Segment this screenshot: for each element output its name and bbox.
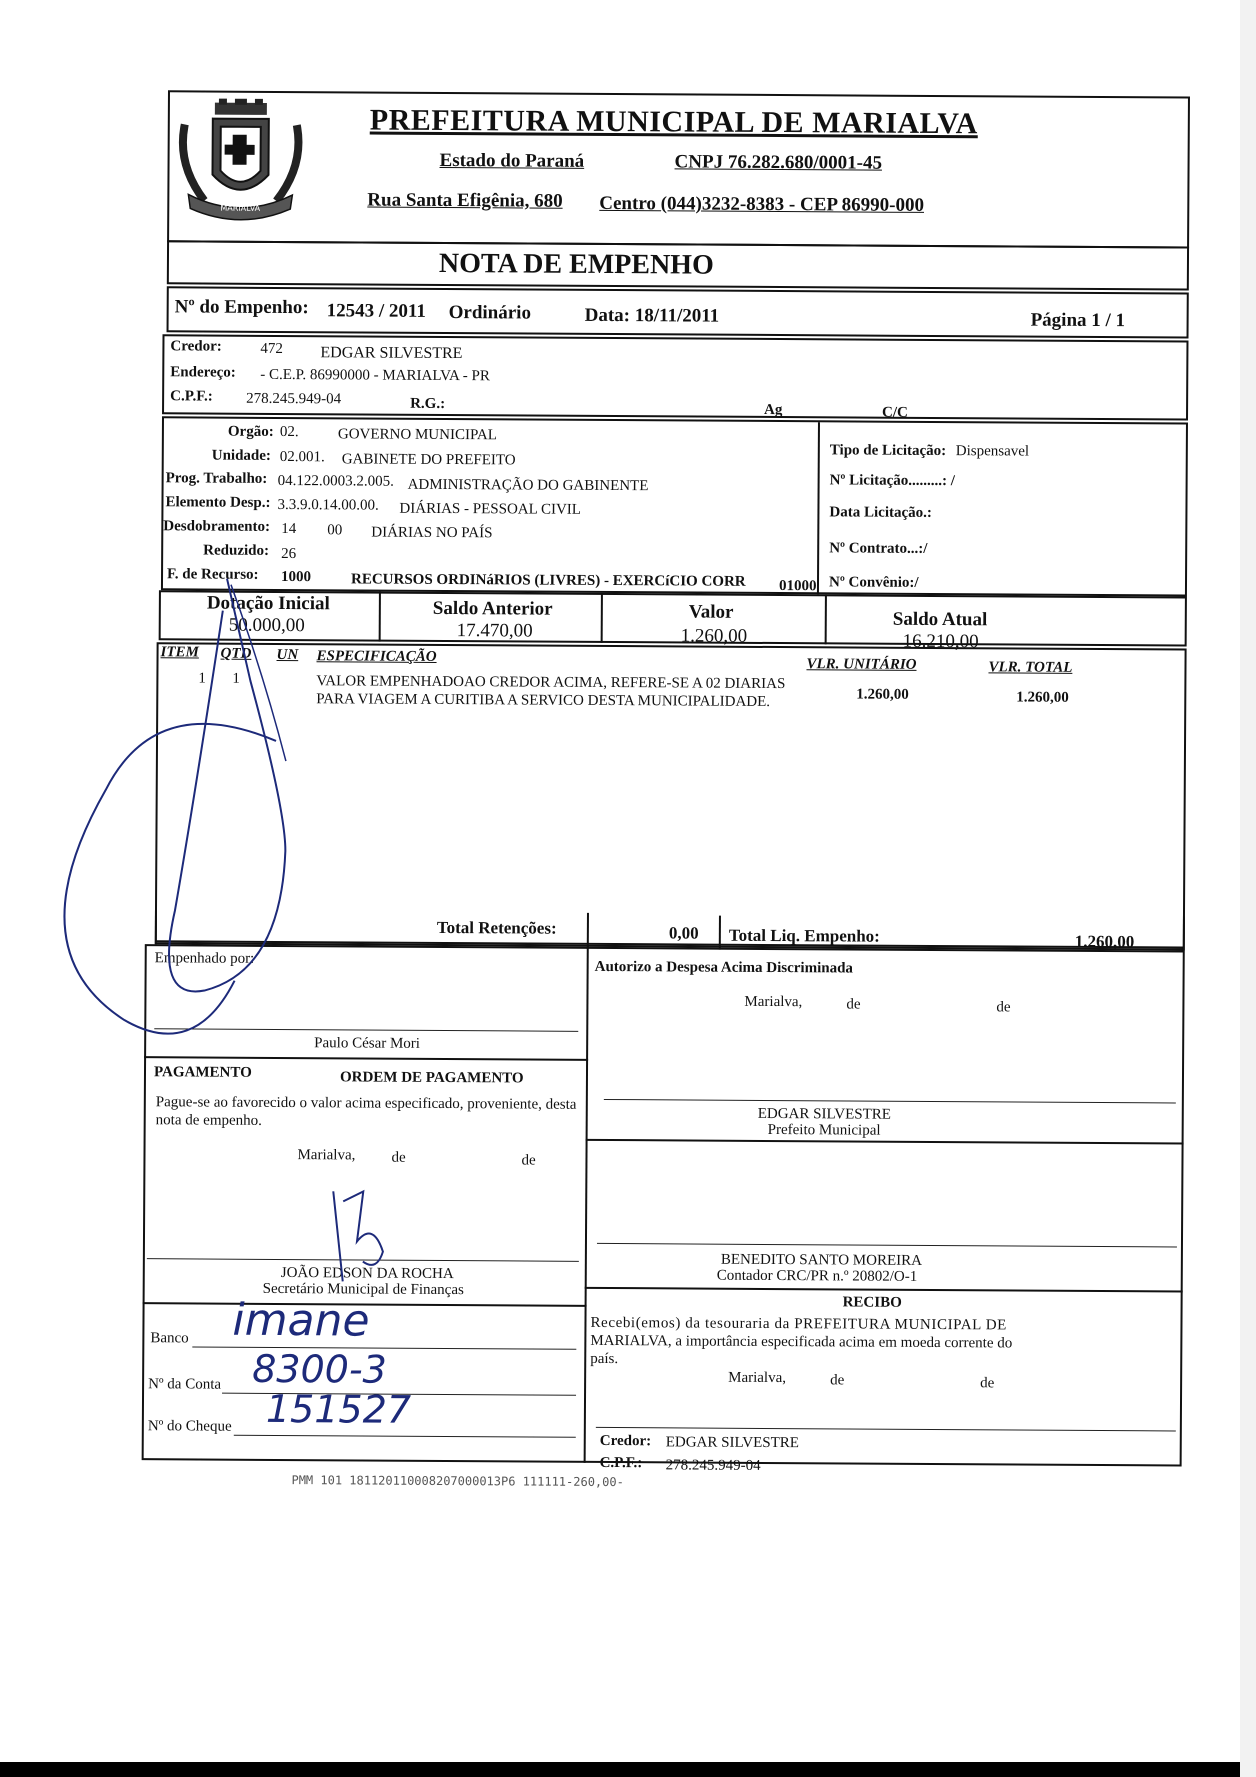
- elemento-label: Elemento Desp.:: [165, 494, 271, 511]
- scan-border-bottom: [0, 1762, 1256, 1777]
- state-name: Estado do Paraná: [439, 149, 585, 172]
- col-un: UN: [276, 646, 299, 664]
- coat-of-arms-icon: [174, 94, 307, 233]
- licitacao-contrato: Nº Contrato...:/: [829, 540, 928, 557]
- unidade-label: Unidade:: [211, 447, 272, 464]
- pagamento-city: Marialva,: [297, 1147, 356, 1164]
- recibo-text-2: MARIALVA, a importância especificada acima em moeda corrente do: [590, 1332, 1013, 1352]
- recibo-de-1: de: [830, 1372, 845, 1389]
- ag-label: Ag: [764, 401, 783, 419]
- recurso-name: RECURSOS ORDINáRIOS (LIVRES) - EXERCíCIO CORR: [350, 571, 746, 590]
- recibo-credor-name: EDGAR SILVESTRE: [665, 1434, 800, 1452]
- row-vlr-total: 1.260,00: [1016, 689, 1069, 706]
- credor-code: 472: [260, 340, 283, 357]
- col-qtd: QTD: [220, 645, 252, 662]
- saldo-anterior-label: Saldo Anterior: [432, 597, 553, 620]
- orgao-code: 02.: [279, 423, 299, 441]
- autorizo-label: Autorizo a Despesa Acima Discriminada: [594, 958, 854, 977]
- recurso-label: F. de Recurso:: [166, 566, 259, 583]
- orgao-name: GOVERNO MUNICIPAL: [337, 426, 497, 444]
- desdobramento-b: 00: [327, 522, 343, 539]
- credor-cpf: 278.245.949-04: [246, 390, 342, 408]
- empenho-number: 12543 / 2011: [326, 300, 426, 322]
- cheque-handwritten: 151527: [265, 1386, 412, 1432]
- credor-label: Credor:: [170, 338, 222, 355]
- pagamento-text-1: Pague-se ao favorecido o valor acima especificado, proveniente, desta: [155, 1094, 577, 1113]
- cpf-label: C.P.F.:: [170, 388, 213, 405]
- totals-divider-2: [719, 916, 721, 950]
- credor-address: - C.E.P. 86990000 - MARIALVA - PR: [260, 366, 490, 385]
- autorizo-role: Prefeito Municipal: [767, 1121, 881, 1139]
- unidade-name: GABINETE DO PREFEITO: [341, 451, 516, 469]
- autorizo-de-1: de: [846, 996, 861, 1013]
- desdobramento-a: 14: [281, 520, 297, 538]
- cc-label: C/C: [881, 404, 908, 421]
- banco-handwritten: imane: [232, 1294, 370, 1347]
- valor-value: 1.260,00: [680, 625, 748, 647]
- contador-name: BENEDITO SANTO MOREIRA: [720, 1251, 923, 1269]
- recibo-cpf-value: 278.245.949-04: [665, 1457, 761, 1474]
- pagamento-de-1: de: [391, 1149, 406, 1166]
- desdobramento-name: DIÁRIAS NO PAÍS: [371, 524, 493, 542]
- cnpj: CNPJ 76.282.680/0001-45: [674, 151, 883, 174]
- col-vlr-unitario: VLR. UNITÁRIO: [806, 656, 917, 673]
- values-divider-3: [825, 594, 827, 644]
- empenho-label: Nº do Empenho:: [174, 296, 309, 319]
- contador-role: Contador CRC/PR n.º 20802/O-1: [716, 1267, 918, 1285]
- address: Rua Santa Efigênia, 680: [367, 189, 563, 212]
- ordem-pagamento-label: ORDEM DE PAGAMENTO: [339, 1069, 524, 1087]
- row-qtd: 1: [232, 670, 240, 687]
- retencoes-label: Total Retenções:: [436, 917, 557, 938]
- municipality-title: PREFEITURA MUNICIPAL DE MARIALVA: [369, 103, 978, 141]
- row-vlr-unitario: 1.260,00: [856, 686, 909, 703]
- col-item: ITEM: [160, 644, 199, 661]
- saldo-atual-value: 16.210,00: [902, 630, 979, 653]
- recurso-code: 1000: [280, 568, 312, 586]
- address-label: Endereço:: [170, 364, 236, 381]
- elemento-code: 3.3.9.0.14.00.00.: [277, 496, 379, 514]
- rg-label: R.G.:: [410, 395, 446, 412]
- row-spec-line-1: VALOR EMPENHADOAO CREDOR ACIMA, REFERE-SE A 02 DIARIAS: [316, 673, 786, 693]
- cheque-label: Nº do Cheque: [147, 1418, 232, 1435]
- conta-label: Nº da Conta: [148, 1376, 222, 1393]
- credor-name: EDGAR SILVESTRE: [320, 344, 463, 363]
- reduzido-label: Reduzido:: [203, 542, 270, 559]
- licitacao-data: Data Licitação.:: [829, 504, 932, 521]
- recibo-text-1: Recebi(emos) da tesouraria da PREFEITURA MUNICIPAL DE: [590, 1314, 1007, 1334]
- recibo-cpf-label: C.P.F.:: [599, 1454, 643, 1472]
- values-divider-2: [601, 593, 603, 643]
- pagamento-name: JOÃO EDSON DA ROCHA: [280, 1265, 454, 1283]
- col-especificacao: ESPECIFICAÇÃO: [316, 648, 437, 665]
- autorizo-city: Marialva,: [744, 993, 803, 1011]
- empenhado-label: Empenhado por:: [154, 950, 255, 967]
- dotacao-label: Dotação Inicial: [206, 592, 330, 615]
- recibo-credor-label: Credor:: [599, 1432, 652, 1450]
- saldo-anterior-value: 17.470,00: [456, 620, 533, 642]
- recibo-text-3: país.: [590, 1350, 619, 1368]
- scan-border-right: [1240, 0, 1256, 1777]
- unidade-code: 02.001.: [279, 448, 325, 466]
- elemento-name: DIÁRIAS - PESSOAL CIVIL: [399, 500, 582, 518]
- retencoes-value: 0,00: [668, 923, 699, 943]
- valor-label: Valor: [688, 601, 734, 623]
- svg-text:MARIALVA: MARIALVA: [220, 203, 261, 213]
- licitacao-tipo-label: Tipo de Licitação:: [829, 442, 947, 460]
- recibo-label: RECIBO: [842, 1294, 902, 1311]
- district-phone-cep: Centro (044)3232-8383 - CEP 86990-000: [599, 192, 925, 216]
- footer-code: PMM 101 181120110008207000013P6 111111-260,00-: [291, 1473, 624, 1490]
- licitacao-tipo-value: Dispensavel: [955, 443, 1030, 460]
- conta-handwritten: 8300-3: [252, 1346, 387, 1392]
- banco-label: Banco: [150, 1330, 189, 1347]
- licitacao-convenio: Nº Convênio:/: [828, 574, 919, 591]
- empenho-type: Ordinário: [448, 302, 532, 324]
- document-title: NOTA DE EMPENHO: [438, 247, 714, 281]
- pagamento-label: PAGAMENTO: [153, 1064, 252, 1081]
- row-item: 1: [198, 670, 206, 687]
- total-liq-label: Total Liq. Empenho:: [728, 925, 880, 946]
- desdobramento-label: Desdobramento:: [163, 518, 271, 535]
- prog-label: Prog. Trabalho:: [165, 470, 268, 487]
- recurso-code-2: 01000: [778, 578, 817, 595]
- prog-name: ADMINISTRAÇÃO DO GABINENTE: [407, 476, 649, 495]
- prog-code: 04.122.0003.2.005.: [277, 472, 394, 490]
- pagamento-role: Secretário Municipal de Finanças: [262, 1280, 464, 1299]
- orgao-label: Orgão:: [227, 423, 274, 440]
- saldo-atual-label: Saldo Atual: [892, 608, 988, 631]
- empenhado-name: Paulo César Mori: [314, 1035, 421, 1052]
- licitacao-numero: Nº Licitação.........: /: [829, 472, 956, 490]
- reduzido-value: 26: [281, 545, 297, 563]
- dotacao-value: 50.000,00: [228, 614, 305, 637]
- row-spec-line-2: PARA VIAGEM A CURITIBA A SERVICO DESTA MUNICIPALIDADE.: [316, 691, 771, 710]
- autorizo-de-2: de: [996, 999, 1011, 1016]
- pagamento-text-2: nota de empenho.: [155, 1112, 262, 1129]
- total-liq-value: 1.260,00: [1074, 931, 1135, 952]
- empenho-date: Data: 18/11/2011: [584, 304, 720, 327]
- recibo-de-2: de: [980, 1375, 995, 1392]
- pagamento-de-2: de: [521, 1152, 536, 1169]
- recibo-city: Marialva,: [728, 1369, 787, 1387]
- page-number: Página 1 / 1: [1030, 309, 1126, 332]
- signature-scribble: [34, 550, 417, 1072]
- col-vlr-total: VLR. TOTAL: [988, 659, 1073, 676]
- totals-divider: [587, 913, 589, 949]
- autorizo-name: EDGAR SILVESTRE: [757, 1105, 892, 1123]
- nota-de-empenho-form: [110, 90, 1190, 1682]
- paying-signature: [313, 1181, 404, 1292]
